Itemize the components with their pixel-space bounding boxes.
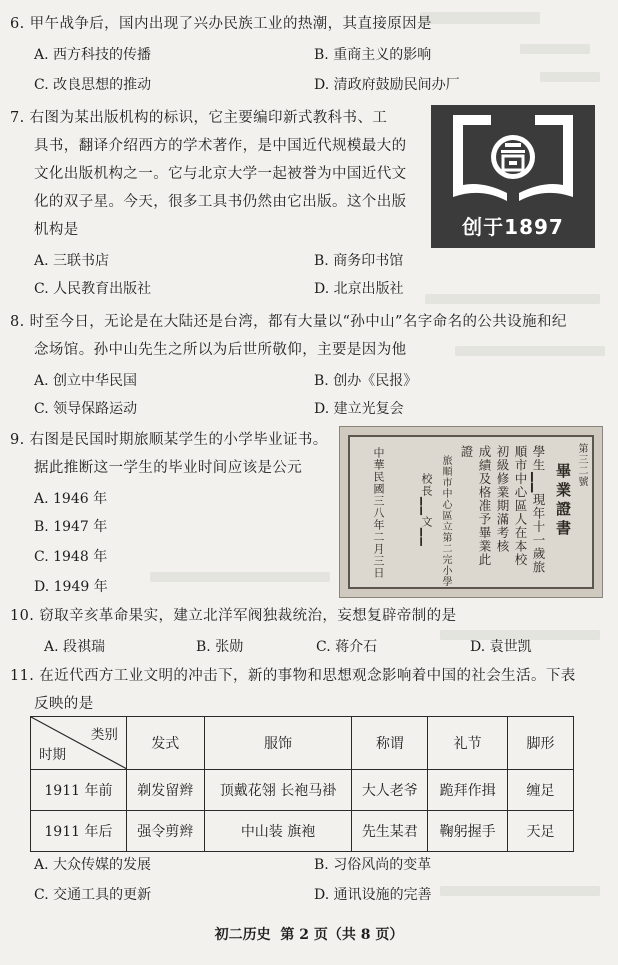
q10-stem: 10. 窃取辛亥革命果实，建立北洋军阀独裁统治，妄想复辟帝制的是 (10, 608, 457, 624)
table-row (31, 770, 574, 811)
table-cell: 天足 (508, 811, 574, 852)
q11-option-d: D. 通讯设施的完善 (314, 887, 432, 903)
q7-line: 具书，翻译介绍西方的学术著作，是中国近代规模最大的 (34, 138, 407, 154)
certificate-school: 旅順市中心區立第二完小學 (440, 455, 451, 587)
q8-line: 念场馆。孙中山先生之所以为后世所敬仰，主要是因为他 (34, 342, 407, 358)
table-cell: 跪拜作揖 (428, 770, 508, 811)
q9-option-c: C. 1948 年 (34, 549, 108, 565)
q6-option-c: C. 改良思想的推动 (34, 77, 152, 93)
q11-option-b: B. 习俗风尚的变革 (314, 857, 432, 873)
open-book-logo-icon (431, 105, 595, 221)
table-header-cell: 发式 (126, 717, 204, 770)
q8-line: 8. 时至今日，无论是在大陆还是台湾，都有大量以“孙中山”名字命名的公共设施和纪 (10, 314, 567, 330)
bleed-through (455, 346, 605, 356)
q10-option-c: C. 蒋介石 (316, 639, 378, 655)
q9-option-b: B. 1947 年 (34, 519, 108, 535)
q10-option-b: B. 张勋 (196, 639, 244, 655)
table-header-cell: 服饰 (204, 717, 352, 770)
q8-option-d: D. 建立光复会 (314, 401, 404, 417)
q7-option-a: A. 三联书店 (34, 253, 110, 269)
certificate-number: 第三二號 (576, 443, 587, 487)
bleed-through (520, 44, 590, 54)
publisher-logo (431, 105, 595, 248)
q10-option-d: D. 袁世凯 (470, 639, 532, 655)
table-header-cell: 脚形 (508, 717, 574, 770)
q6-option-a: A. 西方科技的传播 (34, 47, 152, 63)
q6-stem: 6. 甲午战争后，国内出现了兴办民族工业的热潮，其直接原因是 (10, 16, 432, 32)
table-cell: 大人老爷 (352, 770, 428, 811)
certificate-principal: 校長▁▁文▁▁ (420, 473, 433, 547)
q11-line: 11. 在近代西方工业文明的冲击下，新的事物和思想观念影响着中国的社会生活。下表 (10, 668, 576, 684)
corner-category-label: 类别 (90, 727, 118, 743)
certificate-text: 初級修業期滿考核 (495, 445, 510, 553)
q9-option-d: D. 1949 年 (34, 579, 108, 595)
table-cell: 中山装 旗袍 (204, 811, 352, 852)
bleed-through (425, 294, 600, 304)
table-cell: 1911 年后 (31, 811, 127, 852)
bleed-through (440, 886, 600, 896)
certificate-text: 證 (459, 445, 474, 459)
certificate-text: 學生▁▁現年十一歲旅 (531, 445, 546, 575)
table-cell: 顶戴花翎 长袍马褂 (204, 770, 352, 811)
q8-option-c: C. 领导保路运动 (34, 401, 138, 417)
customs-table (30, 716, 574, 852)
q7-line: 文化出版机构之一。它与北京大学一起被誉为中国近代文 (34, 166, 407, 182)
q9-line: 据此推断这一学生的毕业时间应该是公元 (34, 460, 303, 476)
q7-line: 7. 右图为某出版机构的标识，它主要编印新式教科书、工 (10, 110, 388, 126)
q11-option-c: C. 交通工具的更新 (34, 887, 152, 903)
q11-line: 反映的是 (34, 696, 94, 712)
certificate-date: 中華民國三八年二月三日 (372, 447, 385, 579)
graduation-certificate (339, 426, 603, 598)
q7-line: 机构是 (34, 222, 79, 238)
q8-option-b: B. 创办《民报》 (314, 373, 418, 389)
q7-line: 化的双子星。今天，很多工具书仍然由它出版。这个出版 (34, 194, 407, 210)
bleed-through (150, 572, 330, 582)
q8-option-a: A. 创立中华民国 (34, 373, 138, 389)
certificate-text: 成績及格准予畢業此 (477, 445, 492, 567)
table-corner-cell (31, 717, 127, 770)
certificate-frame (348, 435, 594, 589)
q9-line: 9. 右图是民国时期旅顺某学生的小学毕业证书。 (10, 432, 328, 448)
table-cell: 先生某君 (352, 811, 428, 852)
q7-option-b: B. 商务印书馆 (314, 253, 404, 269)
logo-caption: 创于1897 (462, 215, 564, 239)
certificate-text: 順市中心區人在本校 (513, 445, 528, 567)
q10-option-a: A. 段祺瑞 (44, 639, 106, 655)
corner-period-label: 时期 (39, 747, 66, 763)
table-cell: 鞠躬握手 (428, 811, 508, 852)
table-row (31, 811, 574, 852)
bleed-through (420, 12, 540, 24)
table-header-row (31, 717, 574, 770)
q6-option-d: D. 清政府鼓励民间办厂 (314, 77, 460, 93)
q6-option-b: B. 重商主义的影响 (314, 47, 432, 63)
table-header-cell: 称谓 (352, 717, 428, 770)
table-cell: 缠足 (508, 770, 574, 811)
q7-option-d: D. 北京出版社 (314, 281, 404, 297)
table-cell: 1911 年前 (31, 770, 127, 811)
certificate-title: 畢業證書 (554, 463, 572, 539)
q9-option-a: A. 1946 年 (34, 491, 108, 507)
table-cell: 强令剪辫 (126, 811, 204, 852)
table-cell: 剃发留辫 (126, 770, 204, 811)
table-header-cell: 礼节 (428, 717, 508, 770)
bleed-through (540, 72, 600, 82)
q11-option-a: A. 大众传媒的发展 (34, 857, 152, 873)
page-footer: 初二历史 第 2 页（共 8 页） (214, 927, 404, 943)
q7-option-c: C. 人民教育出版社 (34, 281, 152, 297)
